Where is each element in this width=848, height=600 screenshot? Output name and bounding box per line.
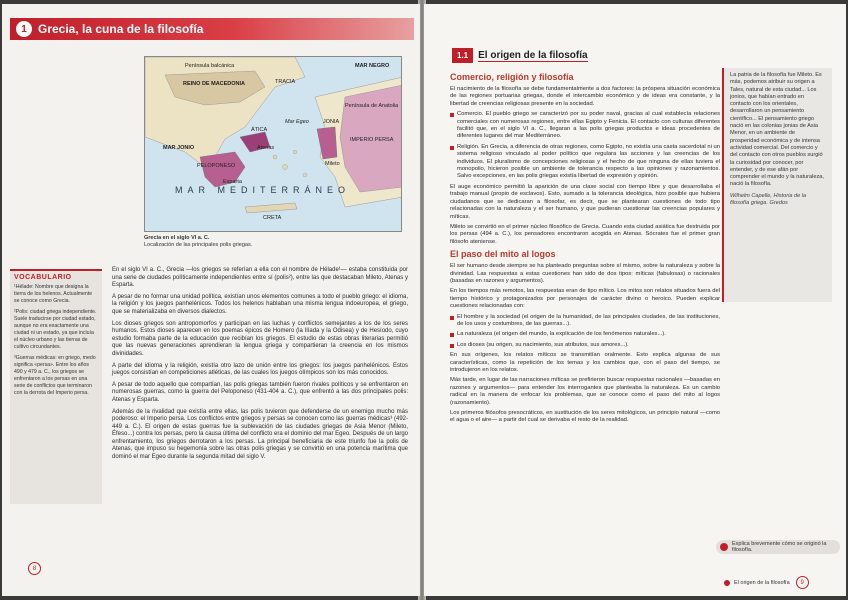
paragraph: El ser humano desde siempre se ha planteado preguntas sobre sí mismo, sobre la naturaleza y sobre la divinidad. Las respuestas a estas cuestiones han sido de dos tipos: míticas (fabulosas) o racionales (basadas en razones y argumentos). — [450, 263, 720, 284]
right-body-text — [450, 70, 720, 428]
activity-icon — [720, 543, 728, 551]
right-page — [424, 4, 846, 596]
section-title: El origen de la filosofía — [478, 49, 588, 61]
list-item: Los dioses (su origen, su nacimiento, sus atributos, sus amores...). — [450, 342, 720, 349]
map-label: Esparta — [223, 179, 242, 185]
map-label: PELOPONESO — [197, 163, 236, 169]
chapter-banner — [10, 18, 414, 40]
map-ionia — [317, 127, 337, 159]
paragraph: Además de la rivalidad que existía entre ellas, las polis tuvieron que defenderse de un enemigo mucho más poderoso: el Imperio persa. Los conflictos entre griegos y persas se conocen como las guerras médicas³ (492-449 a. C.). El origen de estas guerras fue la sublevación de las ciudades griegas de Asia Menor (Mileto, Éfeso...) contra los persas, pero la causa última del conflicto era el dominio del mar Egeo. Después de un largo enfrentamiento, los griegos derrotaron a los persas. La principal beneficiaria de este triunfo fue la polis de Atenas, que impuso su hegemonía sobre las otras polis griegas y se convirtió en una potencia marítima que dominó el mar Egeo durante la segunda mitad del siglo V. — [112, 408, 408, 461]
vocabulary-entry: ³Guerras médicas: en griego, medo significa «persa». Entre los años 490 y 479 a. C., los griegos se enfrentaron a los persas en una serie de conflictos que terminaron con la derrota del Imperio persa. — [14, 355, 96, 396]
side-quote-box — [722, 68, 832, 302]
map-label: Península de Anatolia — [345, 103, 399, 109]
list-item: La naturaleza (el origen del mundo, la explicación de los fenómenos naturales...). — [450, 331, 720, 338]
side-quote-text: La patria de la filosofía fue Mileto. Es más, podemos atribuir su origen a Tales, natural de esta ciudad... Los jonios, que habían entrado en contacto con los orientales, desarrollaron un pensamiento científico... El pensamiento griego nació en las colonias jonias de Asia Menor, en un ambiente de prosperidad económica y de intensa actividad comercial. Del comercio y del contacto con otros pueblos surgió la curiosidad por conocer, por entender, y de ese afán por comprender el mundo y la naturaleza, nació la filosofía. — [730, 72, 824, 188]
activity-text: Explica brevemente cómo se originó la filosofía. — [732, 541, 827, 553]
map-label: Mileto — [325, 161, 340, 167]
vocabulary-entry: ¹Hélade: Nombre que designa la tierra de los helenos. Actualmente se conoce como Grecia. — [14, 284, 93, 304]
map-label: JONIA — [323, 119, 340, 125]
bullet-religion: Religión. En Grecia, a diferencia de otras regiones, como Egipto, no existía una casta sacerdotal ni un sistema religioso vinculado al poder político que regulara las acciones y las creencias de los individuos. El pluralismo de concepciones religiosas y el hecho de que ninguna de ellas tuviera el monopolio, hicieron posible un ambiente de tolerancia respecto a las opiniones y razonamientos. Salvo excepciones, en las polis griegas existía libertad de expresión y opinión. — [450, 144, 720, 181]
map-label: TRACIA — [275, 79, 296, 85]
bullet-commerce: Comercio. El pueblo griego se caracterizó por su poder naval, gracias al cual establecía relaciones comerciales con numerosas regiones, entre ellas Egipto y Fenicia. El contacto con culturas diferentes facilitó que, en el siglo VI a. C., llegaran a las polis griegas productos e ideas procedentes de diferentes lugares del mar Mediterráneo. — [450, 111, 720, 141]
footer-label: El origen de la filosofía — [734, 579, 790, 586]
map-legend-caption: Grecia en el siglo VI a. C. — [144, 235, 210, 241]
paragraph: Los dioses griegos son antropomorfos y participan en las luchas y conflictos semejantes a los de los seres humanos. Estos dioses aparecen en los poemas épicos de Homero (la Ilíada y la Odisea) y de Hesíodo, cuyo estudio formaba parte de la educación que recibían los griegos. El estudio de estas obras literarias permitió que las nuevas generaciones aprendieran la lengua griega y compartieran la creencia en los mismos divinidades. — [112, 320, 408, 357]
paragraph: Los primeros filósofos presocráticos, en sustitución de los seres mitológicos, un principio natural —como el agua o el aire— a partir del cual se derivaba el resto de la realidad. — [450, 410, 720, 424]
page-footer — [724, 576, 809, 589]
map-ancient-greece — [144, 56, 402, 232]
map-crete — [245, 203, 297, 213]
map-label: MAR JONIO — [163, 145, 195, 151]
chapter-title: Grecia, la cuna de la filosofía — [38, 22, 204, 36]
map-label: MAR NEGRO — [355, 63, 390, 69]
paragraph: Más tarde, en lugar de las narraciones míticas se prefirieron buscar respuestas racionales —basadas en razones y argumentos— para entender los interrogantes que planteaba la naturaleza. Es un cambio radical en la manera de enfocar los problemas, que se conoce como el paso del mito al logos (razonamiento). — [450, 377, 720, 406]
map-caption — [144, 235, 252, 249]
paragraph: En los tiempos más remotos, las respuestas eran de tipo mítico. Los mitos son relatos situados fuera del tiempo histórico y protagonizados por personajes de carácter divino o heroico. Pueden explicar cuestiones relacionadas con: — [450, 288, 720, 310]
map-label: Mar Egeo — [285, 119, 309, 125]
paragraph: El nacimiento de la filosofía se debe fundamentalmente a dos factores: la próspera situación económica de las regiones portuarias griegas, donde el intercambio económico y de ideas era constante, y la libertad de creencias religiosas presente en la sociedad. — [450, 86, 720, 107]
paragraph: En sus orígenes, los relatos míticos se transmitían oralmente. Esto explica algunas de sus características, como la repetición de los temas y los cambios que, con el paso del tiempo, se introdujeron en los relatos. — [450, 352, 720, 373]
heading-myth-to-logos: El paso del mito al logos — [450, 249, 556, 260]
section-banner — [452, 48, 644, 63]
map-label: ÁTICA — [251, 127, 268, 133]
map-label: IMPERIO PERSA — [350, 137, 394, 143]
map-label: Península balcánica — [185, 63, 235, 69]
map-label: Atenas — [257, 145, 275, 151]
map-label: CRETA — [263, 215, 282, 221]
map-sub-caption: Localización de las principales polis griegas. — [144, 242, 253, 248]
paragraph: El auge económico permitió la aparición de una clase social con tiempo libre y que desarrollaba el trabajo manual (propio de esclavos). Esto, sumado a la tolerancia ideológica, hizo posible que hubiera ciudadanos que se dedicaran a filosofar, es decir, que se plantearan cuestiones de todo tipo relacionadas con la naturaleza y el ser humano, y que pudieran cuestionar las creencias populares y míticas. — [450, 183, 720, 220]
vocabulary-entry: ²Polis: ciudad griega independiente. Suele traducirse por ciudad estado, aunque no era exactamente una ciudad ni un estado, ya que incluía el núcleo urbano y las tierras de cultivo circundantes. — [14, 309, 97, 350]
left-page — [2, 4, 420, 596]
side-quote-citation: Wilhelm Capelle, Historia de la filosofía griega. Gredos — [730, 192, 807, 207]
activity-prompt — [716, 540, 840, 554]
vocabulary-box — [10, 269, 102, 504]
page-number-left: 8 — [28, 562, 41, 575]
list-item: El hombre y la sociedad (el origen de la humanidad, de las principales ciudades, de las instituciones, de los usos y costumbres, de las guerras...). — [450, 314, 720, 329]
page-number-right: 9 — [796, 576, 809, 589]
paragraph: Mileto se convirtió en el primer núcleo filosófico de Grecia. Cuando esta ciudad asiática fue destruida por los persas (494 a. C.), los pensadores encontraron acogida en Atenas. Sócrates fue el primer gran filósofo ateniense. — [450, 223, 720, 245]
map-label: REINO DE MACEDONIA — [183, 81, 246, 87]
map-sea-label: MAR MEDITERRÁNEO — [175, 185, 351, 195]
footer-dot-icon — [724, 580, 730, 586]
section-number: 1.1 — [452, 48, 473, 63]
heading-commerce-religion: Comercio, religión y filosofía — [450, 72, 574, 82]
paragraph: A pesar de no formar una unidad política, existían unos elementos comunes a todo el pueblo griego: el idioma, la religión y los juegos panhelénicos. Todos los helenos hablaban una misma lengua indoeuropea, el griego, que se materializaba en diversos dialectos. — [112, 293, 408, 315]
paragraph: A parte del idioma y la religión, existía otro lazo de unión entre los griegos: los juegos panhelénicos. Estos juegos consistían en competiciones atléticas, de las cuales los juegos olímpicos son los más conocidos. — [112, 362, 408, 377]
left-body-text — [112, 267, 408, 466]
chapter-number: 1 — [16, 21, 32, 37]
paragraph: A pesar de todo aquello que compartían, las polis griegas también fueron rivales políticos y se enfrentaron en numerosas guerras, como la guerra del Peloponeso (431-404 a. C.), que enfrentó a las dos principales polis: Atenas y Esparta. — [112, 381, 408, 403]
vocabulary-title: VOCABULARIO — [14, 274, 72, 281]
paragraph: En el siglo VI a. C., Grecia —los griegos se referían a ella con el nombre de Hélade¹— estaba constituida por una serie de ciudades políticamente independientes entre sí (polis²), entre las que destacaban Mileto, Atenas y Esparta. — [112, 267, 408, 289]
